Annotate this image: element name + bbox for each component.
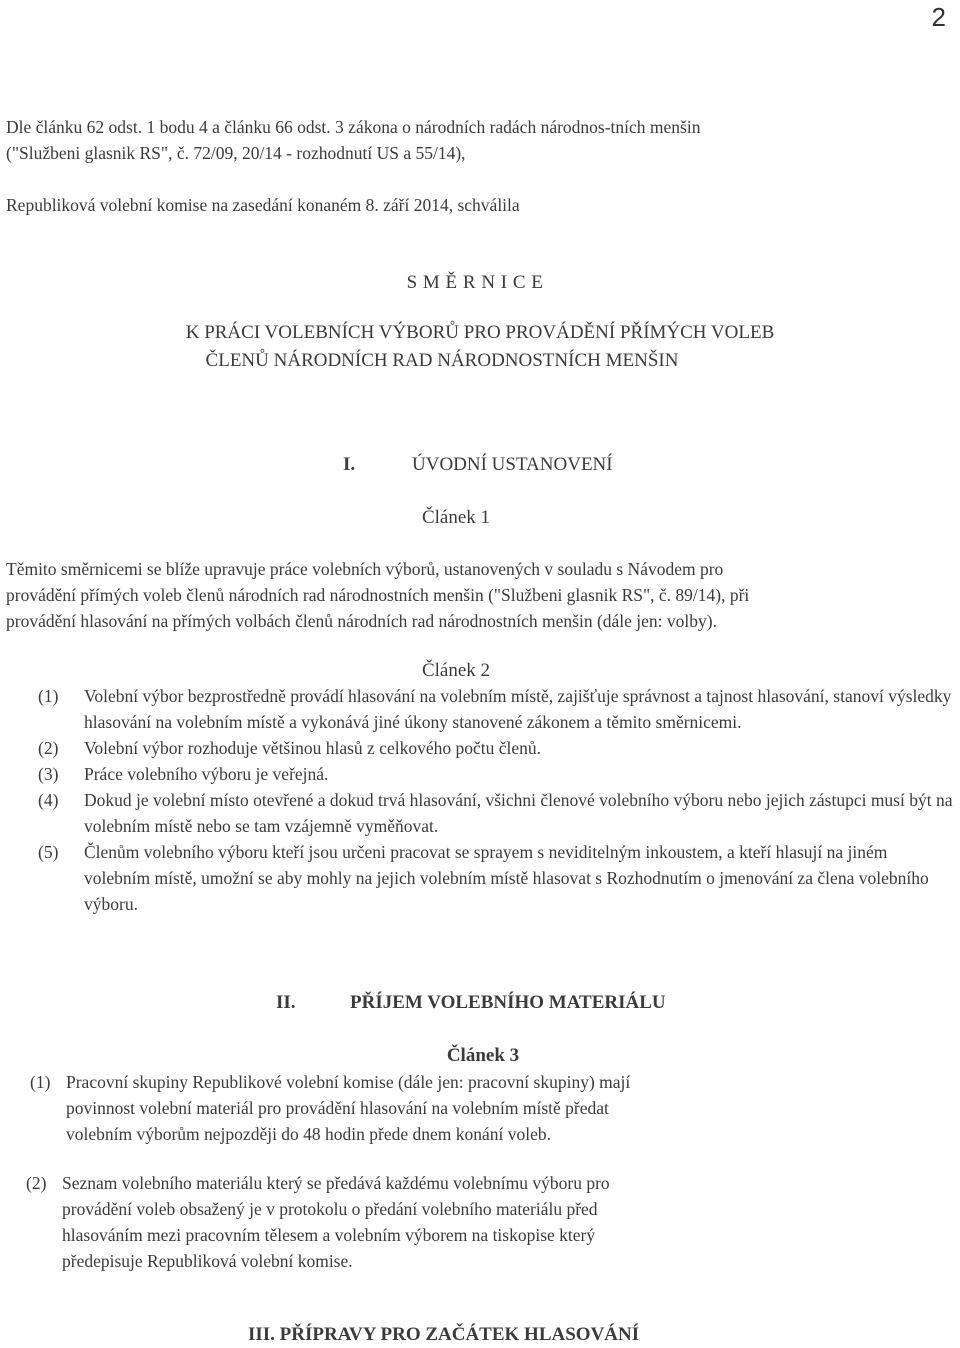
- intro-line-3: Republiková volební komise na zasedání konaném 8. září 2014, schválila: [6, 195, 520, 215]
- article-3-item-1: [30, 1069, 630, 1147]
- item-text: volebním výborům nejpozději do 48 hodin přede dnem konání voleb.: [66, 1124, 552, 1144]
- article-2-list: [6, 683, 954, 917]
- list-item: [6, 735, 954, 761]
- section-2-title: PŘÍJEM VOLEBNÍHO MATERIÁLU: [350, 992, 666, 1013]
- item-line: [26, 1170, 610, 1196]
- item-text: Seznam volebního materiálu který se předává každému volebnímu výboru pro: [62, 1173, 610, 1193]
- item-text: Práce volebního výboru je veřejná.: [84, 764, 329, 784]
- section-3-title: III. PŘÍPRAVY PRO ZAČÁTEK HLASOVÁNÍ: [248, 1324, 640, 1345]
- intro-line-1: Dle článku 62 odst. 1 bodu 4 a článku 66 odst. 3 zákona o národních radách národnos-tních menšin: [6, 117, 701, 137]
- item-text: hlasováním mezi pracovním tělesem a volebním výborem na tiskopise který: [62, 1225, 596, 1245]
- item-text: Pracovní skupiny Republikové volební komise (dále jen: pracovní skupiny) mají: [66, 1072, 631, 1092]
- list-item: [6, 761, 954, 787]
- intro-line-2: ("Službeni glasnik RS", č. 72/09, 20/14 - rozhodnutí US a 55/14),: [6, 143, 466, 163]
- item-text: Volební výbor bezprostředně provádí hlasování na volebním místě, zajišťuje správnost a tajnost hlasování, stanoví výsledky hlasování na volebním místě a vykonává jiné úkony stanovené zákonem a těmito směrnicemi.: [84, 686, 952, 732]
- item-text: Volební výbor rozhoduje většinou hlasů z celkového počtu členů.: [84, 738, 541, 758]
- item-line: [30, 1095, 630, 1121]
- item-line: [26, 1222, 610, 1248]
- item-number: (5): [38, 842, 59, 862]
- page-number: 2: [931, 2, 946, 32]
- article-2-heading: Článek 2: [421, 660, 491, 681]
- section-1-number: I.: [343, 454, 356, 475]
- article-1-line-2: provádění přímých voleb členů národních rad národnostních menšin ("Službeni glasnik RS", č. 89/14), při: [6, 585, 750, 605]
- item-number: (1): [30, 1072, 51, 1092]
- item-number: (3): [38, 764, 59, 784]
- item-text: předepisuje Republiková volební komise.: [62, 1251, 353, 1271]
- document-title: S M Ě R N I C E: [406, 272, 544, 293]
- article-3-heading: Článek 3: [446, 1045, 520, 1066]
- item-line: [30, 1069, 630, 1095]
- document-subtitle-2: ČLENŮ NÁRODNÍCH RAD NÁRODNOSTNÍCH MENŠIN: [205, 350, 679, 371]
- item-number: (2): [26, 1173, 47, 1193]
- list-item: [6, 839, 954, 917]
- item-text: Členům volebního výboru kteří jsou určeni pracovat se sprayem s neviditelným inkoustem, a kteří hlasují na jiném volebním místě, umožní se aby mohly na jejich volebním místě hlasovat s Rozhodnutím o jmenování za člena volebního výboru.: [84, 842, 929, 914]
- document-subtitle-1: K PRÁCI VOLEBNÍCH VÝBORŮ PRO PROVÁDĚNÍ PŘÍMÝCH VOLEB: [185, 322, 775, 343]
- article-3-item-2: [26, 1170, 610, 1274]
- item-text: Dokud je volební místo otevřené a dokud trvá hlasování, všichni členové volebního výboru nebo jejich zástupci musí být na volebním místě nebo se tam vzájemně vyměňovat.: [84, 790, 953, 836]
- article-1-line-1: Těmito směrnicemi se blíže upravuje práce volebních výborů, ustanovených v souladu s Návodem pro: [6, 559, 724, 579]
- list-item: [6, 787, 954, 839]
- section-2-number: II.: [276, 992, 296, 1013]
- list-item: [6, 683, 954, 735]
- item-line: [30, 1121, 630, 1147]
- article-1-line-3: provádění hlasování na přímých volbách členů národních rad národnostních menšin (dále jen: volby).: [6, 611, 717, 631]
- item-text: povinnost volební materiál pro provádění hlasování na volebním místě předat: [66, 1098, 609, 1118]
- section-1-title: ÚVODNÍ USTANOVENÍ: [412, 454, 613, 475]
- item-line: [26, 1196, 610, 1222]
- item-number: (4): [38, 790, 59, 810]
- item-number: (1): [38, 686, 59, 706]
- item-number: (2): [38, 738, 59, 758]
- article-1-heading: Článek 1: [421, 507, 491, 528]
- item-line: [26, 1248, 610, 1274]
- item-text: provádění voleb obsažený je v protokolu o předání volebního materiálu před: [62, 1199, 598, 1219]
